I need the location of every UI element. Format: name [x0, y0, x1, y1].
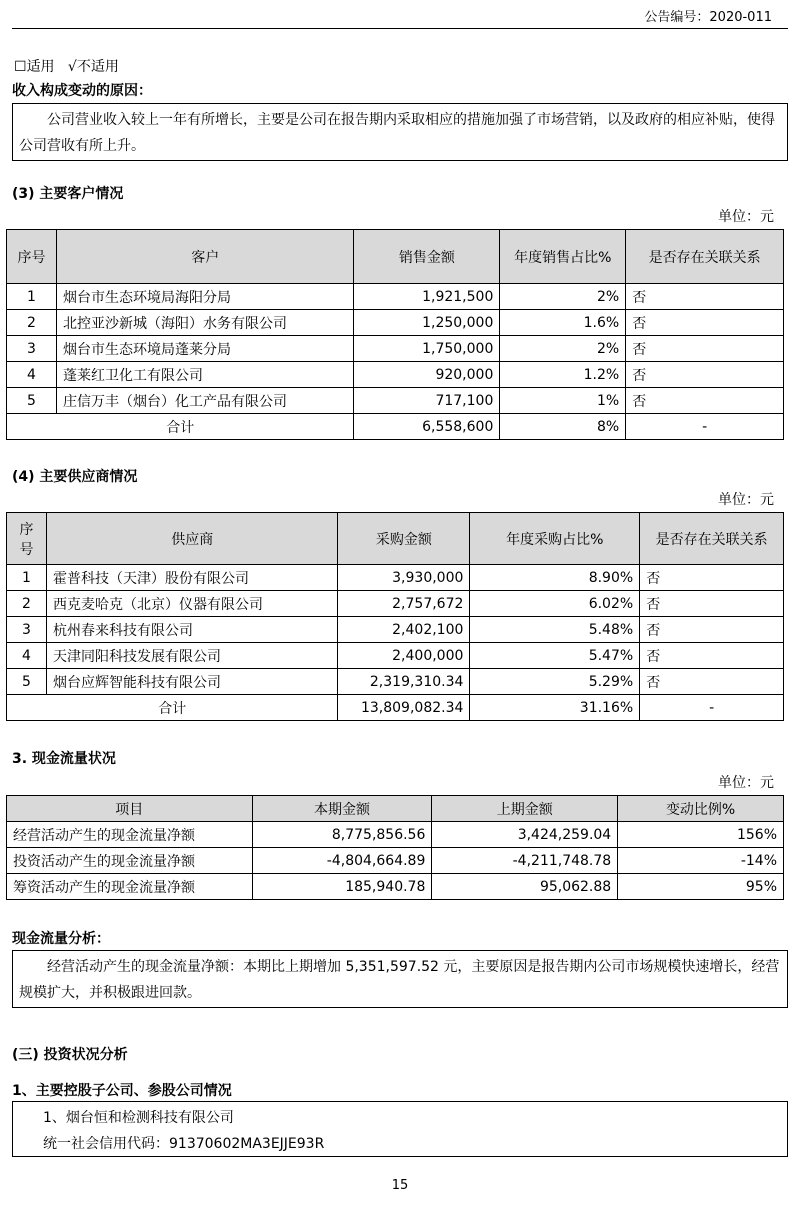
suppliers-heading: (4) 主要供应商情况	[12, 469, 138, 485]
col-header: 项目	[7, 796, 253, 822]
cell-supplier: 西克麦哈克（北京）仪器有限公司	[46, 591, 337, 617]
cell-amount: 2,319,310.34	[338, 669, 470, 695]
cell-total-label: 合计	[7, 414, 354, 440]
cell-previous: 3,424,259.04	[432, 822, 618, 848]
cell-index: 1	[7, 565, 47, 591]
applicability-line	[14, 56, 119, 76]
cell-item: 经营活动产生的现金流量净额	[7, 822, 253, 848]
cashflow-table	[6, 795, 784, 900]
cell-current: 185,940.78	[252, 874, 432, 900]
table-row	[7, 310, 784, 336]
cell-ratio: 5.47%	[470, 643, 640, 669]
cell-current: 8,775,856.56	[252, 822, 432, 848]
cell-index: 3	[7, 336, 57, 362]
suppliers-table	[6, 512, 784, 721]
table-row	[7, 643, 784, 669]
investment-subheading: 1、主要控股子公司、参股公司情况	[12, 1083, 232, 1099]
cell-item: 筹资活动产生的现金流量净额	[7, 874, 253, 900]
cell-index: 2	[7, 591, 47, 617]
col-header: 采购金额	[338, 513, 470, 565]
col-header: 上期金额	[432, 796, 618, 822]
checkmark-icon: √	[67, 59, 77, 75]
suppliers-unit: 单位：元	[718, 492, 774, 508]
table-row	[7, 591, 784, 617]
table-row	[7, 617, 784, 643]
col-header: 是否存在关联关系	[640, 513, 784, 565]
cell-ratio: 5.29%	[470, 669, 640, 695]
cell-related: 否	[626, 362, 784, 388]
cell-amount: 920,000	[354, 362, 500, 388]
investment-heading: (三) 投资状况分析	[12, 1047, 128, 1063]
col-header: 销售金额	[354, 230, 500, 284]
checkbox-icon: ☐	[14, 59, 27, 75]
cell-total-ratio: 8%	[500, 414, 626, 440]
cell-related: 否	[626, 310, 784, 336]
cell-ratio: 2%	[500, 336, 626, 362]
col-header: 序号	[7, 513, 47, 565]
cell-index: 3	[7, 617, 47, 643]
col-header: 客户	[56, 230, 354, 284]
table-total-row	[7, 695, 784, 721]
table-row	[7, 874, 784, 900]
cell-related: 否	[640, 565, 784, 591]
cell-amount: 717,100	[354, 388, 500, 414]
cashflow-analysis-heading: 现金流量分析：	[12, 931, 110, 947]
cell-total-related: -	[640, 695, 784, 721]
cell-related: 否	[626, 284, 784, 310]
revenue-reason-heading: 收入构成变动的原因：	[12, 83, 152, 99]
cell-change: -14%	[618, 848, 784, 874]
cell-customer: 烟台市生态环境局蓬莱分局	[56, 336, 354, 362]
cell-amount: 3,930,000	[338, 565, 470, 591]
cell-change: 95%	[618, 874, 784, 900]
header-divider	[12, 28, 788, 29]
cell-total-related: -	[626, 414, 784, 440]
table-row	[7, 565, 784, 591]
table-row	[7, 848, 784, 874]
col-header: 序号	[7, 230, 57, 284]
investment-box	[12, 1101, 788, 1157]
col-header: 变动比例%	[618, 796, 784, 822]
document-number: 公告编号：2020-011	[644, 10, 772, 25]
cashflow-unit: 单位：元	[718, 775, 774, 791]
cell-related: 否	[626, 388, 784, 414]
cell-index: 4	[7, 362, 57, 388]
col-header: 供应商	[46, 513, 337, 565]
page-number: 15	[391, 1178, 409, 1193]
customers-unit: 单位：元	[718, 209, 774, 225]
table-row	[7, 284, 784, 310]
cell-index: 5	[7, 669, 47, 695]
cell-total-label: 合计	[7, 695, 338, 721]
cell-related: 否	[640, 591, 784, 617]
cell-supplier: 天津同阳科技发展有限公司	[46, 643, 337, 669]
cell-customer: 北控亚沙新城（海阳）水务有限公司	[56, 310, 354, 336]
credit-code: 统一社会信用代码：91370602MA3EJJE93R	[43, 1136, 325, 1152]
cell-ratio: 1%	[500, 388, 626, 414]
cell-related: 否	[640, 669, 784, 695]
cell-index: 5	[7, 388, 57, 414]
cashflow-analysis-text: 经营活动产生的现金流量净额：本期比上期增加 5,351,597.52 元，主要原因是报告期内公司市场规模快速增长，经营规模扩大，并积极跟进回款。	[19, 959, 780, 1001]
not-applicable-label: 不适用	[76, 59, 119, 75]
cell-index: 4	[7, 643, 47, 669]
cell-item: 投资活动产生的现金流量净额	[7, 848, 253, 874]
cell-ratio: 1.6%	[500, 310, 626, 336]
cell-related: 否	[640, 617, 784, 643]
cell-total-ratio: 31.16%	[470, 695, 640, 721]
cell-supplier: 霍普科技（天津）股份有限公司	[46, 565, 337, 591]
col-header: 年度销售占比%	[500, 230, 626, 284]
cell-ratio: 6.02%	[470, 591, 640, 617]
cell-amount: 2,757,672	[338, 591, 470, 617]
cell-amount: 2,400,000	[338, 643, 470, 669]
cell-amount: 2,402,100	[338, 617, 470, 643]
revenue-reason-text: 公司营业收入较上一年有所增长，主要是公司在报告期内采取相应的措施加强了市场营销，以及政府的相应补贴，使得公司营收有所上升。	[19, 112, 775, 154]
cell-current: -4,804,664.89	[252, 848, 432, 874]
customers-heading: (3) 主要客户情况	[12, 186, 124, 202]
col-header: 本期金额	[252, 796, 432, 822]
cell-supplier: 烟台应辉智能科技有限公司	[46, 669, 337, 695]
cell-customer: 烟台市生态环境局海阳分局	[56, 284, 354, 310]
col-header: 年度采购占比%	[470, 513, 640, 565]
table-row	[7, 388, 784, 414]
cell-related: 否	[640, 643, 784, 669]
cell-previous: -4,211,748.78	[432, 848, 618, 874]
cell-index: 2	[7, 310, 57, 336]
customers-table	[6, 229, 784, 440]
table-row	[7, 669, 784, 695]
cell-index: 1	[7, 284, 57, 310]
col-header: 是否存在关联关系	[626, 230, 784, 284]
table-row	[7, 822, 784, 848]
applicable-label: 适用	[26, 59, 55, 75]
table-total-row	[7, 414, 784, 440]
cell-change: 156%	[618, 822, 784, 848]
cell-ratio: 1.2%	[500, 362, 626, 388]
cashflow-heading: 3. 现金流量状况	[12, 751, 116, 767]
cell-ratio: 2%	[500, 284, 626, 310]
cell-amount: 1,750,000	[354, 336, 500, 362]
cashflow-analysis-box	[12, 950, 788, 1008]
cell-previous: 95,062.88	[432, 874, 618, 900]
cell-total-amount: 6,558,600	[354, 414, 500, 440]
cell-ratio: 8.90%	[470, 565, 640, 591]
cell-related: 否	[626, 336, 784, 362]
subsidiary-name: 1、烟台恒和检测科技有限公司	[43, 1110, 234, 1126]
cell-supplier: 杭州春来科技有限公司	[46, 617, 337, 643]
table-row	[7, 362, 784, 388]
table-row	[7, 336, 784, 362]
revenue-reason-box	[12, 103, 788, 161]
cell-amount: 1,921,500	[354, 284, 500, 310]
cell-total-amount: 13,809,082.34	[338, 695, 470, 721]
cell-customer: 蓬莱红卫化工有限公司	[56, 362, 354, 388]
cell-ratio: 5.48%	[470, 617, 640, 643]
cell-customer: 庄信万丰（烟台）化工产品有限公司	[56, 388, 354, 414]
cell-amount: 1,250,000	[354, 310, 500, 336]
